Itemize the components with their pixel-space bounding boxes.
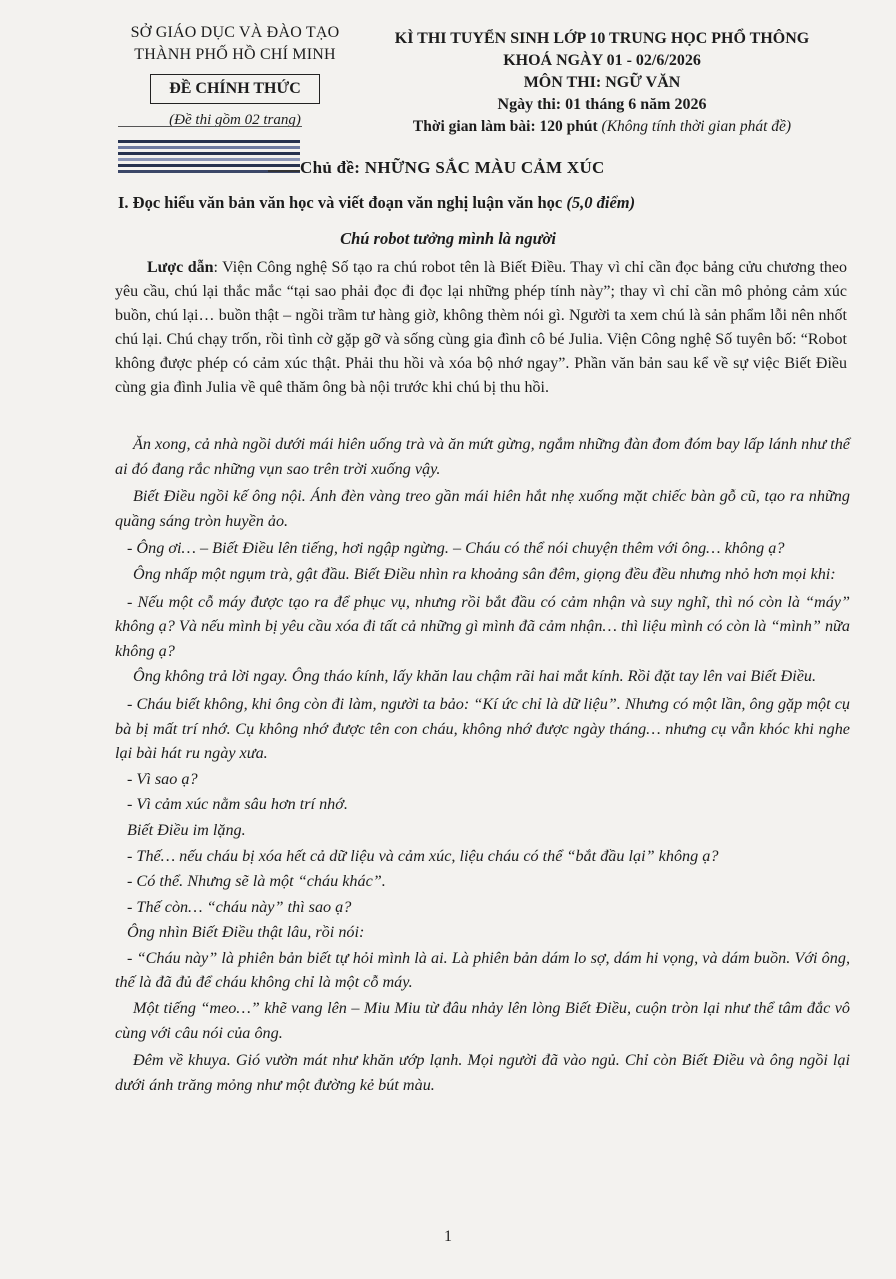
duration-label: Thời gian làm bài: 120 phút [412, 118, 598, 135]
story-paragraph: Đêm về khuya. Gió vườn mát như khăn ướp lạnh. Mọi người đã vào ngủ. Chỉ còn Biết Điều và ông ngồi lại dưới ánh trăng mỏng như một đường kẻ bút màu. [115, 1051, 850, 1094]
intro-label: Lược dẫn [147, 259, 214, 276]
story-paragraph: Ông nhìn Biết Điều thật lâu, rồi nói: [127, 923, 365, 942]
exam-duration [372, 116, 832, 138]
dialogue-line: - Nếu một cỗ máy được tạo ra để phục vụ, nhưng rồi bắt đầu có cảm nhận và suy nghĩ, thì nó còn là “máy” không ạ? Và nếu mình bị yêu cầu xóa đi tất cả những gì mình đã cảm nhận… thì liệu mình có còn là “mình” nữa không ạ? [115, 592, 850, 660]
dialogue-line: - Ông ơi… – Biết Điều lên tiếng, hơi ngập ngừng. – Cháu có thể nói chuyện thêm với ông… không ạ? [127, 539, 785, 558]
exam-date: Ngày thi: 01 tháng 6 năm 2026 [497, 96, 707, 113]
header-left [100, 22, 370, 129]
exam-subject: MÔN THI: NGỮ VĂN [523, 74, 681, 91]
story-paragraph: Ông không trả lời ngay. Ông tháo kính, lấy khăn lau chậm rãi hai mắt kính. Rồi đặt tay lên vai Biết Điều. [133, 667, 817, 686]
department-name: SỞ GIÁO DỤC VÀ ĐÀO TẠO [130, 24, 340, 41]
story-paragraph: Biết Điều im lặng. [127, 820, 246, 839]
section-title: I. Đọc hiểu văn bản văn học và viết đoạn văn nghị luận văn học [118, 193, 563, 212]
story-paragraph: Ông nhấp một ngụm trà, gật đầu. Biết Điều nhìn ra khoảng sân đêm, giọng đều đều nhưng nhỏ hơn mọi khi: [133, 564, 836, 583]
intro-text: : Viện Công nghệ Số tạo ra chú robot tên là Biết Điều. Thay vì chỉ cần đọc bảng cửu chương theo yêu cầu, chú lại thắc mắc “tại sao phải đọc đi đọc lại những phép tính này”; thay vì chỉ cần mô phỏng cảm xúc buồn, chú lại… buồn thật – ngồi trầm tư hàng giờ, không thèm nói gì. Người ta xem chú là sản phẩm lỗi nên nhốt chú lại. Chú chạy trốn, rồi tình cờ gặp gỡ và sống cùng gia đình cô bé Julia. Viện Công nghệ Số tuyên bố: “Robot không được phép có cảm xúc thật. Phải thu hồi và xóa bộ nhớ ngay”. Phần văn bản sau kể về sự việc Biết Điều cùng gia đình Julia về quê thăm ông bà nội trước khi chú bị thu hồi. [115, 259, 848, 396]
story-paragraph: Một tiếng “meo…” khẽ vang lên – Miu Miu từ đâu nhảy lên lòng Biết Điều, cuộn tròn lại như thể tâm đắc vô cùng với câu nói của ông. [115, 999, 850, 1042]
intro-summary [115, 256, 847, 400]
dialogue-line: - “Cháu này” là phiên bản biết tự hỏi mình là ai. Là phiên bản dám lo sợ, dám hi vọng, và dám buồn. Với ông, thế là đã đủ để cháu không chỉ là một cỗ máy. [115, 948, 850, 992]
exam-title: KÌ THI TUYỂN SINH LỚP 10 TRUNG HỌC PHỔ THÔNG [394, 30, 810, 47]
page-number: 1 [444, 1228, 452, 1245]
dialogue-line: - Cháu biết không, khi ông còn đi làm, người ta bảo: “Kí ức chỉ là dữ liệu”. Nhưng có một lần, ông gặp một cụ bà bị mất trí nhớ. Cụ không nhớ được tên con cháu, không nhớ được ngày tháng… nhưng cụ vẫn khóc khi nghe lại bài hát ru ngày xưa. [115, 694, 850, 763]
section-heading [118, 193, 878, 213]
header-right [372, 28, 832, 138]
pages-note: (Đề thi gồm 02 trang) [169, 112, 301, 128]
dialogue-line: - Có thể. Nhưng sẽ là một “cháu khác”. [127, 872, 386, 891]
header-divider [118, 126, 302, 127]
duration-note: (Không tính thời gian phát đề) [601, 118, 792, 135]
dialogue-line: - Vì sao ạ? [127, 769, 198, 788]
exam-course: KHOÁ NGÀY 01 - 02/6/2026 [503, 52, 701, 69]
story-title: Chú robot tưởng mình là người [340, 229, 556, 248]
city-name: THÀNH PHỐ HỒ CHÍ MINH [134, 46, 336, 63]
story-paragraph: Ăn xong, cả nhà ngồi dưới mái hiên uống trà và ăn mứt gừng, ngắm những đàn đom đóm bay lấp lánh như thể ai đó đang rắc những vụn sao trên trời xuống vậy. [115, 435, 850, 478]
section-points: (5,0 điểm) [566, 193, 636, 212]
story-text [115, 432, 850, 1100]
official-exam-badge: ĐỀ CHÍNH THỨC [150, 74, 320, 104]
dialogue-line: - Vì cảm xúc nằm sâu hơn trí nhớ. [127, 795, 348, 814]
story-paragraph: Biết Điều ngồi kế ông nội. Ánh đèn vàng treo gần mái hiên hắt nhẹ xuống mặt chiếc bàn gỗ cũ, tạo ra những quầng sáng tròn huyền ảo. [115, 487, 850, 530]
topic-rule [268, 170, 300, 172]
dialogue-line: - Thế… nếu cháu bị xóa hết cả dữ liệu và cảm xúc, liệu cháu có thể “bắt đầu lại” không ạ? [127, 846, 719, 865]
topic-heading: Chủ đề: NHỮNG SẮC MÀU CẢM XÚC [300, 158, 605, 177]
dialogue-line: - Thế còn… “cháu này” thì sao ạ? [127, 897, 352, 916]
